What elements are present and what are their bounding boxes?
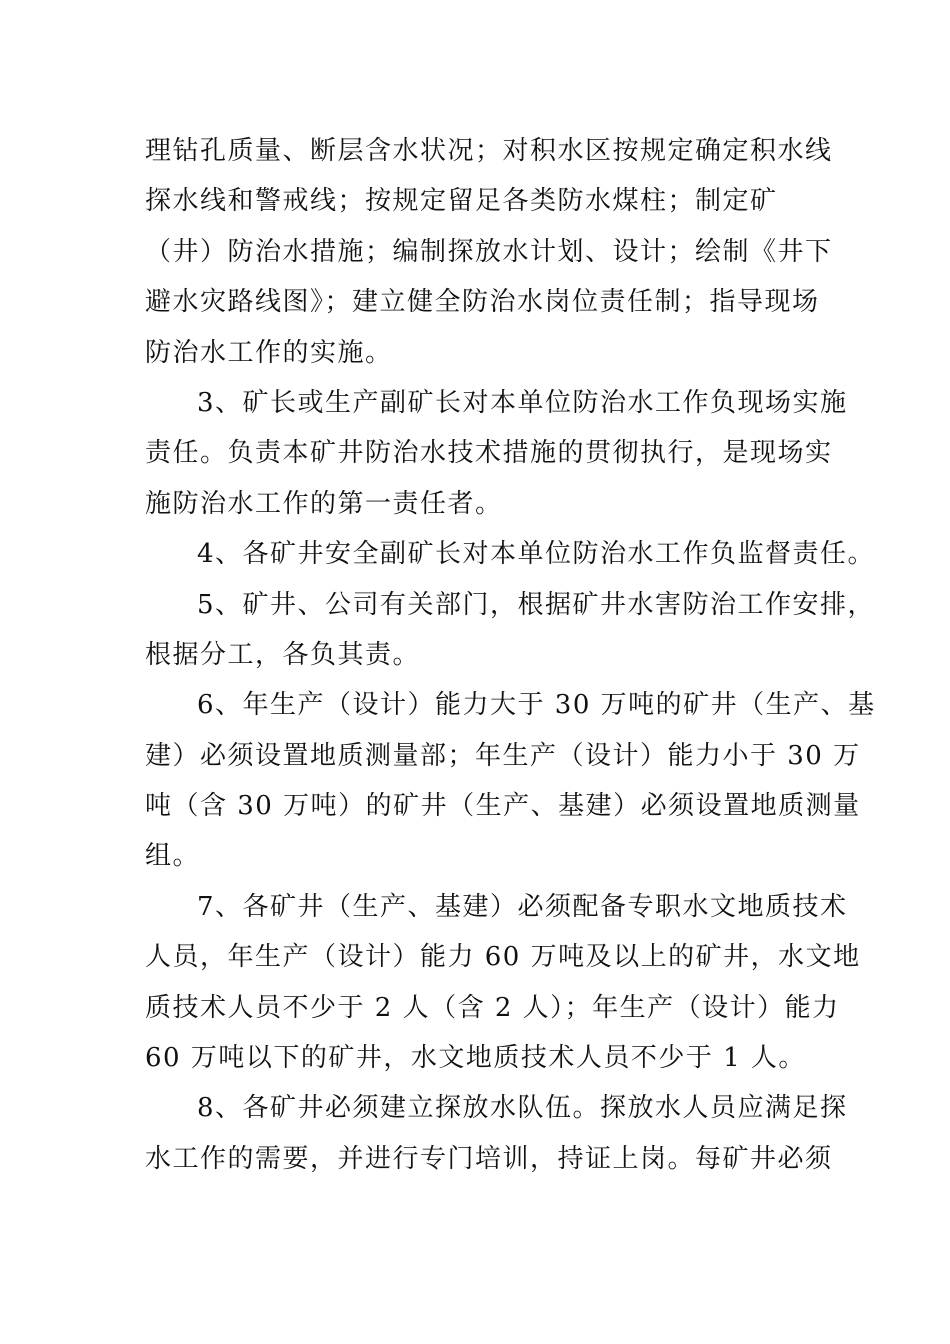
paragraph-8-line-1: 8、各矿井必须建立探放水队伍。探放水人员应满足探	[197, 1093, 848, 1124]
text-line-4: 避水灾路线图》；建立健全防治水岗位责任制；指导现场	[145, 287, 820, 318]
paragraph-6-line-4: 组。	[145, 841, 201, 872]
document-body	[145, 126, 876, 1184]
paragraph-7-line-3: 质技术人员不少于 2 人（含 2 人）；年生产（设计）能力	[145, 992, 840, 1023]
paragraph-5-line-2: 根据分工，各负其责。	[145, 639, 421, 670]
paragraph-5-line-1: 5、矿井、公司有关部门，根据矿井水害防治工作安排，	[197, 589, 876, 620]
text-line-3: （井）防治水措施；编制探放水计划、设计；绘制《井下	[145, 236, 833, 267]
paragraph-7-line-4: 60 万吨以下的矿井，水文地质技术人员不少于 1 人。	[145, 1043, 806, 1074]
text-line-5: 防治水工作的实施。	[145, 337, 393, 368]
paragraph-7-line-2: 人员，年生产（设计）能力 60 万吨及以上的矿井，水文地	[145, 942, 861, 973]
paragraph-6-line-2: 建）必须设置地质测量部；年生产（设计）能力小于 30 万	[145, 740, 861, 771]
paragraph-8-line-2: 水工作的需要，并进行专门培训，持证上岗。每矿井必须	[145, 1143, 833, 1174]
paragraph-3-line-3: 施防治水工作的第一责任者。	[145, 488, 503, 519]
paragraph-7-line-1: 7、各矿井（生产、基建）必须配备专职水文地质技术	[197, 891, 848, 922]
paragraph-3-line-2: 责任。负责本矿井防治水技术措施的贯彻执行，是现场实	[145, 438, 833, 469]
paragraph-6-line-3: 吨（含 30 万吨）的矿井（生产、基建）必须设置地质测量	[145, 791, 861, 822]
text-line-1: 理钻孔质量、断层含水状况；对积水区按规定确定积水线	[145, 136, 833, 166]
paragraph-3-line-1: 3、矿长或生产副矿长对本单位防治水工作负现场实施	[197, 387, 848, 418]
text-line-2: 探水线和警戒线；按规定留足各类防水煤柱；制定矿	[145, 186, 778, 217]
paragraph-4-line-1: 4、各矿井安全副矿长对本单位防治水工作负监督责任。	[197, 539, 876, 570]
paragraph-6-line-1: 6、年生产（设计）能力大于 30 万吨的矿井（生产、基	[197, 690, 876, 721]
